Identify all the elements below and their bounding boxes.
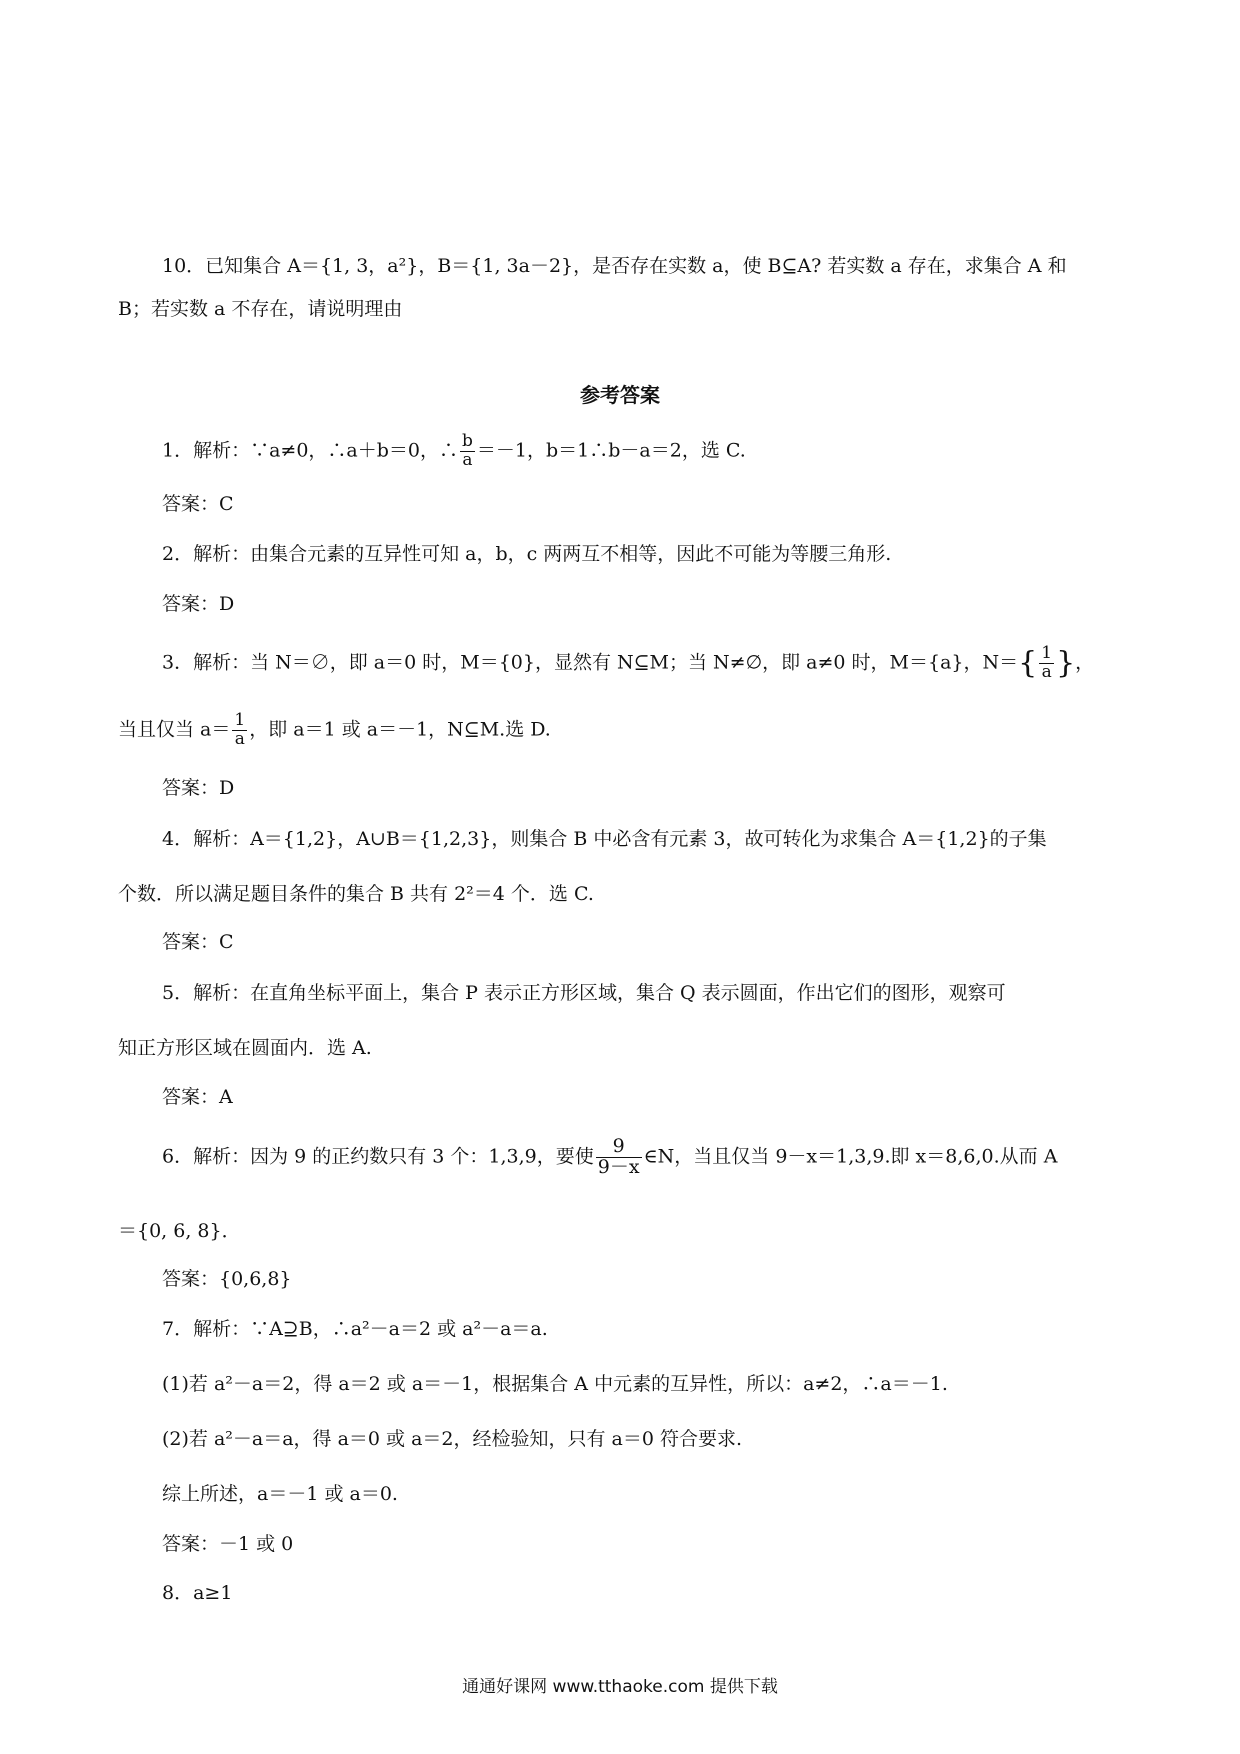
answer-3-analysis-line-1 [162, 645, 1094, 682]
fraction-numerator: b [462, 431, 473, 451]
fraction-denominator: a [234, 728, 245, 749]
answer-6-fraction [596, 1137, 642, 1178]
answer-4-analysis-line-1: 4．解析：A＝{1,2}，A∪B＝{1,2,3}，则集合 B 中必含有元素 3，故可转化为求集合 A＝{1,2}的子集 [162, 828, 1047, 850]
answer-1-post: ＝－1，b＝1∴b－a＝2，选 C. [476, 439, 746, 462]
answer-5-analysis-line-1: 5．解析：在直角坐标平面上，集合 P 表示正方形区域，集合 Q 表示圆面，作出它们的图形，观察可 [162, 982, 1006, 1004]
answer-3-line2-pre: 当且仅当 a＝ [118, 718, 231, 741]
answer-6-analysis-line-2: ＝{0, 6, 8}． [118, 1220, 241, 1242]
answer-6-pre: 6．解析：因为 9 的正约数只有 3 个：1,3,9，要使 [162, 1145, 594, 1168]
question-10-line-1: 10．已知集合 A＝{1, 3，a²}，B＝{1, 3a－2}，是否存在实数 a，使 B⊆A? 若实数 a 存在，求集合 A 和 [162, 255, 1067, 277]
answer-3-line2-fraction [232, 712, 247, 749]
answer-3-pre: 3．解析：当 N＝∅，即 a＝0 时，M＝{0}，显然有 N⊆M；当 N≠∅，即 a≠0 时，M＝{a}，N＝ [162, 651, 1019, 674]
fraction-denominator: a [462, 449, 473, 470]
answer-1-result: 答案：C [162, 493, 234, 515]
fraction-numerator: 1 [234, 710, 246, 730]
answer-1-pre: 1．解析：∵a≠0，∴a＋b＝0，∴ [162, 439, 459, 462]
answer-6-post: ∈N，当且仅当 9－x＝1,3,9.即 x＝8,6,0.从而 A [643, 1145, 1058, 1168]
left-brace: { [1018, 645, 1038, 681]
fraction-numerator: 9 [596, 1137, 642, 1158]
answer-4-analysis-line-2: 个数．所以满足题目条件的集合 B 共有 2²＝4 个．选 C. [118, 883, 594, 905]
page-footer: 通通好课网 www.tthaoke.com 提供下载 [462, 1677, 778, 1697]
answer-4-result: 答案：C [162, 931, 234, 953]
answer-3-line2-post: ，即 a＝1 或 a＝－1，N⊆M.选 D. [249, 718, 551, 741]
fraction-numerator: 1 [1041, 643, 1053, 663]
answer-8: 8．a≥1 [162, 1582, 233, 1604]
answer-1-fraction [460, 433, 475, 470]
answer-5-analysis-line-2: 知正方形区域在圆面内．选 A. [118, 1037, 372, 1059]
answer-2-result: 答案：D [162, 593, 235, 615]
answer-7-case-2: (2)若 a²－a＝a，得 a＝0 或 a＝2，经检验知，只有 a＝0 符合要求. [162, 1428, 743, 1450]
fraction-denominator: a [1041, 661, 1052, 682]
right-brace: } [1056, 645, 1076, 681]
answer-3-analysis-line-2 [118, 712, 551, 749]
answer-3-set-fraction [1039, 645, 1054, 682]
answer-7-summary: 综上所述，a＝－1 或 a＝0. [162, 1483, 398, 1505]
question-10-line-2: B；若实数 a 不存在，请说明理由 [118, 298, 403, 320]
answer-6-result: 答案：{0,6,8} [162, 1268, 292, 1290]
answer-7-result: 答案：－1 或 0 [162, 1533, 294, 1555]
answer-6-analysis-line-1 [162, 1137, 1057, 1178]
answer-3-result: 答案：D [162, 777, 235, 799]
answer-1-analysis [162, 433, 746, 470]
answer-3-post: ， [1075, 651, 1095, 674]
answers-title: 参考答案 [580, 383, 660, 407]
answer-7-case-1: (1)若 a²－a＝2，得 a＝2 或 a＝－1，根据集合 A 中元素的互异性，所以：a≠2，∴a＝－1. [162, 1373, 948, 1395]
answer-2-analysis: 2．解析：由集合元素的互异性可知 a，b，c 两两互不相等，因此不可能为等腰三角形. [162, 543, 892, 565]
fraction-denominator: 9－x [597, 1155, 640, 1178]
answer-7-analysis-line-1: 7．解析：∵A⊇B，∴a²－a＝2 或 a²－a＝a. [162, 1318, 548, 1340]
answer-5-result: 答案：A [162, 1086, 233, 1108]
